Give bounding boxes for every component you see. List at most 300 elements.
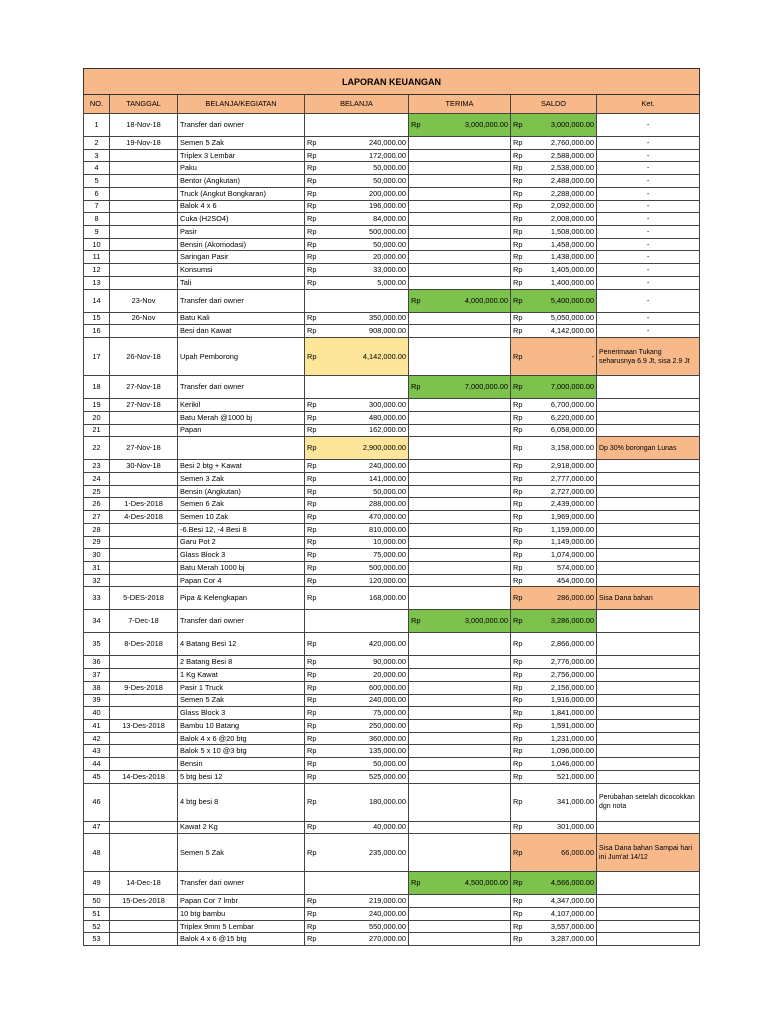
- saldo-amount: 2,092,000.00: [533, 200, 597, 213]
- terima-amount: [431, 707, 511, 720]
- belanja-currency: Rp: [305, 187, 327, 200]
- terima-amount: [431, 251, 511, 264]
- belanja-currency: Rp: [305, 312, 327, 325]
- belanja-currency: Rp: [305, 498, 327, 511]
- row-item: Transfer dari owner: [178, 376, 305, 399]
- row-date: [110, 656, 178, 669]
- belanja-currency: Rp: [305, 137, 327, 150]
- row-ket: [597, 399, 700, 412]
- belanja-amount: 360,000.00: [327, 732, 409, 745]
- saldo-currency: Rp: [511, 200, 533, 213]
- saldo-amount: 6,220,000.00: [533, 411, 597, 424]
- row-date: [110, 187, 178, 200]
- terima-amount: 4,000,000.00: [431, 289, 511, 312]
- saldo-currency: Rp: [511, 137, 533, 150]
- table-row: [84, 574, 700, 587]
- row-date: [110, 908, 178, 921]
- table-row: [84, 536, 700, 549]
- terima-currency: [409, 460, 431, 473]
- row-date: [110, 561, 178, 574]
- row-item: Besi 2 btg + Kawat: [178, 460, 305, 473]
- terima-amount: 4,500,000.00: [431, 872, 511, 895]
- terima-amount: [431, 745, 511, 758]
- table-row: [84, 821, 700, 834]
- table-row: [84, 338, 700, 376]
- table-row: [84, 610, 700, 633]
- row-number: 4: [84, 162, 110, 175]
- row-item: 5 btg besi 12: [178, 770, 305, 783]
- row-number: 25: [84, 485, 110, 498]
- row-item: Konsumsi: [178, 264, 305, 277]
- row-item: Balok 5 x 10 @3 btg: [178, 745, 305, 758]
- row-item: Kerikil: [178, 399, 305, 412]
- belanja-currency: Rp: [305, 162, 327, 175]
- saldo-currency: Rp: [511, 587, 533, 610]
- terima-amount: [431, 821, 511, 834]
- terima-currency: Rp: [409, 872, 431, 895]
- terima-currency: [409, 908, 431, 921]
- belanja-amount: 50,000.00: [327, 238, 409, 251]
- terima-currency: [409, 834, 431, 872]
- terima-currency: [409, 707, 431, 720]
- saldo-amount: 2,156,000.00: [533, 681, 597, 694]
- belanja-currency: Rp: [305, 574, 327, 587]
- row-item: Papan Cor 7 lmbr: [178, 895, 305, 908]
- belanja-currency: Rp: [305, 276, 327, 289]
- row-number: 42: [84, 732, 110, 745]
- belanja-currency: Rp: [305, 694, 327, 707]
- terima-currency: [409, 424, 431, 437]
- saldo-currency: Rp: [511, 610, 533, 633]
- belanja-amount: 480,000.00: [327, 411, 409, 424]
- row-date: 13-Des-2018: [110, 720, 178, 733]
- saldo-amount: 1,841,000.00: [533, 707, 597, 720]
- belanja-currency: Rp: [305, 783, 327, 821]
- row-number: 13: [84, 276, 110, 289]
- belanja-currency: Rp: [305, 770, 327, 783]
- row-item: Semen 5 Zak: [178, 137, 305, 150]
- terima-currency: [409, 770, 431, 783]
- row-item: Pipa & Kelengkapan: [178, 587, 305, 610]
- row-item: Bensin (Angkutan): [178, 485, 305, 498]
- saldo-currency: Rp: [511, 669, 533, 682]
- terima-currency: [409, 895, 431, 908]
- row-item: Truck (Angkut Bongkaran): [178, 187, 305, 200]
- terima-currency: [409, 399, 431, 412]
- saldo-currency: Rp: [511, 720, 533, 733]
- table-row: [84, 162, 700, 175]
- table-row: [84, 681, 700, 694]
- row-ket: -: [597, 175, 700, 188]
- row-number: 35: [84, 633, 110, 656]
- belanja-currency: Rp: [305, 720, 327, 733]
- row-number: 28: [84, 523, 110, 536]
- row-ket: -: [597, 264, 700, 277]
- row-date: 8-Des-2018: [110, 633, 178, 656]
- belanja-amount: 10,000.00: [327, 536, 409, 549]
- row-ket: -: [597, 226, 700, 239]
- row-item: Cuka (H2SO4): [178, 213, 305, 226]
- saldo-amount: -: [533, 338, 597, 376]
- saldo-amount: 2,288,000.00: [533, 187, 597, 200]
- table-row: [84, 312, 700, 325]
- row-ket: -: [597, 187, 700, 200]
- terima-currency: [409, 276, 431, 289]
- table-row: [84, 200, 700, 213]
- saldo-currency: Rp: [511, 289, 533, 312]
- terima-currency: [409, 437, 431, 460]
- row-date: [110, 834, 178, 872]
- saldo-amount: 7,000,000.00: [533, 376, 597, 399]
- row-ket: [597, 933, 700, 946]
- row-item: -6.Besi 12, -4 Besi 8: [178, 523, 305, 536]
- belanja-currency: [305, 114, 327, 137]
- row-date: [110, 694, 178, 707]
- table-row: [84, 238, 700, 251]
- saldo-amount: 1,159,000.00: [533, 523, 597, 536]
- belanja-currency: Rp: [305, 472, 327, 485]
- row-date: [110, 821, 178, 834]
- terima-currency: [409, 574, 431, 587]
- belanja-currency: Rp: [305, 656, 327, 669]
- terima-amount: [431, 587, 511, 610]
- saldo-amount: 2,538,000.00: [533, 162, 597, 175]
- belanja-currency: Rp: [305, 536, 327, 549]
- terima-amount: [431, 633, 511, 656]
- row-number: 8: [84, 213, 110, 226]
- terima-currency: [409, 523, 431, 536]
- belanja-amount: 172,000.00: [327, 149, 409, 162]
- row-ket: [597, 610, 700, 633]
- row-number: 51: [84, 908, 110, 921]
- saldo-currency: Rp: [511, 633, 533, 656]
- saldo-currency: Rp: [511, 574, 533, 587]
- table-row: [84, 707, 700, 720]
- terima-currency: [409, 325, 431, 338]
- belanja-currency: Rp: [305, 920, 327, 933]
- belanja-currency: Rp: [305, 411, 327, 424]
- table-row: [84, 834, 700, 872]
- saldo-currency: Rp: [511, 276, 533, 289]
- belanja-amount: 180,000.00: [327, 783, 409, 821]
- terima-amount: [431, 312, 511, 325]
- saldo-amount: 1,591,000.00: [533, 720, 597, 733]
- saldo-currency: Rp: [511, 238, 533, 251]
- table-body: [84, 114, 700, 946]
- belanja-amount: [327, 376, 409, 399]
- row-number: 24: [84, 472, 110, 485]
- terima-currency: [409, 213, 431, 226]
- terima-amount: [431, 460, 511, 473]
- saldo-amount: 1,149,000.00: [533, 536, 597, 549]
- row-ket: [597, 656, 700, 669]
- terima-currency: [409, 200, 431, 213]
- row-item: Batu Merah @1000 bj: [178, 411, 305, 424]
- row-ket: [597, 523, 700, 536]
- table-row: [84, 783, 700, 821]
- saldo-amount: 3,557,000.00: [533, 920, 597, 933]
- row-item: Pasir 1 Truck: [178, 681, 305, 694]
- belanja-amount: 162,000.00: [327, 424, 409, 437]
- belanja-amount: [327, 289, 409, 312]
- terima-currency: [409, 338, 431, 376]
- row-date: [110, 920, 178, 933]
- saldo-currency: Rp: [511, 758, 533, 771]
- saldo-currency: Rp: [511, 536, 533, 549]
- terima-currency: [409, 732, 431, 745]
- row-date: [110, 149, 178, 162]
- belanja-amount: 550,000.00: [327, 920, 409, 933]
- row-number: 53: [84, 933, 110, 946]
- row-date: 27-Nov-18: [110, 399, 178, 412]
- terima-amount: [431, 561, 511, 574]
- belanja-amount: 75,000.00: [327, 707, 409, 720]
- table-row: [84, 187, 700, 200]
- belanja-currency: Rp: [305, 587, 327, 610]
- terima-currency: [409, 720, 431, 733]
- table-row: [84, 137, 700, 150]
- row-number: 34: [84, 610, 110, 633]
- saldo-currency: Rp: [511, 376, 533, 399]
- row-date: [110, 758, 178, 771]
- saldo-amount: 2,776,000.00: [533, 656, 597, 669]
- saldo-amount: 2,439,000.00: [533, 498, 597, 511]
- belanja-currency: Rp: [305, 707, 327, 720]
- belanja-currency: Rp: [305, 523, 327, 536]
- table-row: [84, 472, 700, 485]
- saldo-amount: 3,287,000.00: [533, 933, 597, 946]
- saldo-currency: Rp: [511, 187, 533, 200]
- row-item: Papan Cor 4: [178, 574, 305, 587]
- row-item: Triplex 3 Lembar: [178, 149, 305, 162]
- saldo-currency: Rp: [511, 523, 533, 536]
- table-row: [84, 289, 700, 312]
- row-item: Semen 5 Zak: [178, 834, 305, 872]
- saldo-amount: 1,458,000.00: [533, 238, 597, 251]
- belanja-currency: [305, 872, 327, 895]
- row-ket: [597, 376, 700, 399]
- belanja-amount: 810,000.00: [327, 523, 409, 536]
- row-number: 41: [84, 720, 110, 733]
- saldo-currency: Rp: [511, 325, 533, 338]
- terima-currency: [409, 498, 431, 511]
- row-number: 1: [84, 114, 110, 137]
- belanja-amount: 200,000.00: [327, 187, 409, 200]
- terima-currency: [409, 187, 431, 200]
- belanja-currency: Rp: [305, 561, 327, 574]
- row-item: Semen 3 Zak: [178, 472, 305, 485]
- row-date: [110, 707, 178, 720]
- row-item: Transfer dari owner: [178, 114, 305, 137]
- terima-currency: [409, 264, 431, 277]
- belanja-amount: [327, 610, 409, 633]
- header-belanja: BELANJA: [305, 95, 409, 114]
- row-number: 45: [84, 770, 110, 783]
- terima-amount: [431, 920, 511, 933]
- belanja-amount: 141,000.00: [327, 472, 409, 485]
- table-row: [84, 872, 700, 895]
- row-ket: [597, 758, 700, 771]
- saldo-currency: Rp: [511, 162, 533, 175]
- table-row: [84, 758, 700, 771]
- terima-currency: [409, 226, 431, 239]
- terima-currency: [409, 485, 431, 498]
- belanja-amount: [327, 872, 409, 895]
- header-tanggal: TANGGAL: [110, 95, 178, 114]
- terima-amount: [431, 149, 511, 162]
- row-item: Glass Block 3: [178, 549, 305, 562]
- row-date: [110, 574, 178, 587]
- row-date: [110, 933, 178, 946]
- terima-amount: [431, 783, 511, 821]
- row-date: [110, 549, 178, 562]
- belanja-amount: 40,000.00: [327, 821, 409, 834]
- terima-currency: Rp: [409, 376, 431, 399]
- row-item: 10 btg bambu: [178, 908, 305, 921]
- saldo-amount: 2,756,000.00: [533, 669, 597, 682]
- belanja-amount: 240,000.00: [327, 137, 409, 150]
- row-date: 30-Nov-18: [110, 460, 178, 473]
- terima-amount: [431, 213, 511, 226]
- saldo-currency: Rp: [511, 437, 533, 460]
- row-ket: -: [597, 312, 700, 325]
- row-ket: [597, 821, 700, 834]
- belanja-amount: 90,000.00: [327, 656, 409, 669]
- row-item: Transfer dari owner: [178, 289, 305, 312]
- saldo-currency: Rp: [511, 681, 533, 694]
- row-number: 16: [84, 325, 110, 338]
- report-title: LAPORAN KEUANGAN: [84, 69, 700, 95]
- row-ket: -: [597, 276, 700, 289]
- belanja-currency: Rp: [305, 251, 327, 264]
- belanja-currency: Rp: [305, 226, 327, 239]
- row-ket: [597, 574, 700, 587]
- table-row: [84, 411, 700, 424]
- row-ket: [597, 561, 700, 574]
- terima-currency: [409, 137, 431, 150]
- row-ket: [597, 633, 700, 656]
- terima-amount: [431, 549, 511, 562]
- row-ket: -: [597, 200, 700, 213]
- row-ket: [597, 920, 700, 933]
- table-row: [84, 549, 700, 562]
- belanja-amount: 196,000.00: [327, 200, 409, 213]
- row-ket: -: [597, 238, 700, 251]
- belanja-amount: 50,000.00: [327, 175, 409, 188]
- terima-currency: [409, 149, 431, 162]
- table-row: [84, 114, 700, 137]
- belanja-amount: 300,000.00: [327, 399, 409, 412]
- belanja-amount: 168,000.00: [327, 587, 409, 610]
- row-number: 49: [84, 872, 110, 895]
- row-number: 23: [84, 460, 110, 473]
- terima-currency: [409, 669, 431, 682]
- row-number: 31: [84, 561, 110, 574]
- row-date: [110, 213, 178, 226]
- row-date: [110, 472, 178, 485]
- row-date: [110, 745, 178, 758]
- row-ket: [597, 872, 700, 895]
- row-date: 9-Des-2018: [110, 681, 178, 694]
- row-date: 19-Nov-18: [110, 137, 178, 150]
- saldo-currency: Rp: [511, 920, 533, 933]
- belanja-amount: 240,000.00: [327, 908, 409, 921]
- belanja-amount: 250,000.00: [327, 720, 409, 733]
- row-ket: -: [597, 325, 700, 338]
- belanja-amount: 240,000.00: [327, 460, 409, 473]
- row-number: 9: [84, 226, 110, 239]
- belanja-currency: Rp: [305, 485, 327, 498]
- belanja-amount: 288,000.00: [327, 498, 409, 511]
- saldo-amount: 574,000.00: [533, 561, 597, 574]
- row-number: 18: [84, 376, 110, 399]
- saldo-amount: 1,231,000.00: [533, 732, 597, 745]
- saldo-amount: 2,488,000.00: [533, 175, 597, 188]
- row-item: Bentor (Angkutan): [178, 175, 305, 188]
- table-row: [84, 485, 700, 498]
- row-number: 2: [84, 137, 110, 150]
- saldo-amount: 3,158,000.00: [533, 437, 597, 460]
- saldo-amount: 2,727,000.00: [533, 485, 597, 498]
- row-item: [178, 437, 305, 460]
- saldo-currency: Rp: [511, 485, 533, 498]
- row-ket: [597, 424, 700, 437]
- row-item: 2 Batang Besi 8: [178, 656, 305, 669]
- belanja-amount: 350,000.00: [327, 312, 409, 325]
- row-item: Bensin: [178, 758, 305, 771]
- row-item: Balok 4 x 6: [178, 200, 305, 213]
- row-item: Saringan Pasir: [178, 251, 305, 264]
- belanja-currency: Rp: [305, 460, 327, 473]
- row-item: Paku: [178, 162, 305, 175]
- row-number: 26: [84, 498, 110, 511]
- terima-amount: [431, 758, 511, 771]
- terima-amount: [431, 834, 511, 872]
- belanja-currency: Rp: [305, 549, 327, 562]
- belanja-amount: 5,000.00: [327, 276, 409, 289]
- row-number: 30: [84, 549, 110, 562]
- row-number: 46: [84, 783, 110, 821]
- row-item: Semen 6 Zak: [178, 498, 305, 511]
- terima-currency: [409, 933, 431, 946]
- row-date: [110, 264, 178, 277]
- terima-amount: [431, 908, 511, 921]
- table-row: [84, 895, 700, 908]
- row-date: [110, 325, 178, 338]
- row-ket: [597, 669, 700, 682]
- belanja-amount: 135,000.00: [327, 745, 409, 758]
- belanja-amount: 84,000.00: [327, 213, 409, 226]
- saldo-amount: 6,700,000.00: [533, 399, 597, 412]
- terima-currency: [409, 312, 431, 325]
- row-item: Transfer dari owner: [178, 610, 305, 633]
- header-ket: Ket.: [597, 95, 700, 114]
- saldo-currency: Rp: [511, 460, 533, 473]
- row-item: Semen 10 Zak: [178, 511, 305, 524]
- row-number: 6: [84, 187, 110, 200]
- belanja-amount: 470,000.00: [327, 511, 409, 524]
- row-ket: -: [597, 114, 700, 137]
- row-number: 38: [84, 681, 110, 694]
- row-number: 11: [84, 251, 110, 264]
- belanja-amount: 500,000.00: [327, 226, 409, 239]
- row-date: 23-Nov: [110, 289, 178, 312]
- terima-amount: [431, 523, 511, 536]
- row-ket: -: [597, 137, 700, 150]
- row-date: [110, 238, 178, 251]
- belanja-currency: Rp: [305, 732, 327, 745]
- saldo-amount: 1,969,000.00: [533, 511, 597, 524]
